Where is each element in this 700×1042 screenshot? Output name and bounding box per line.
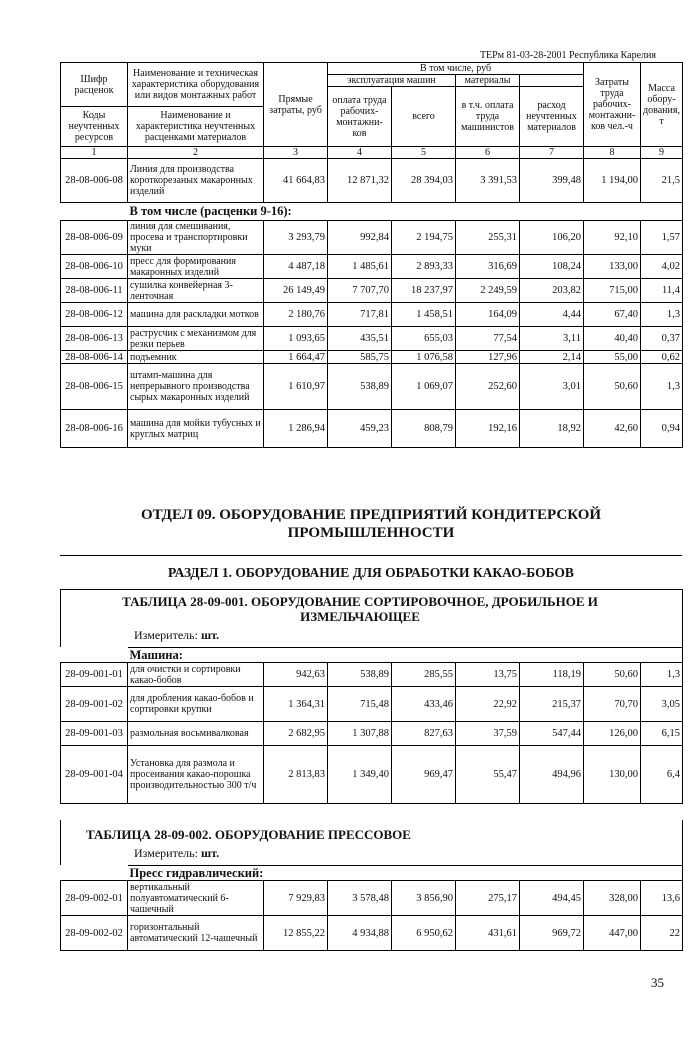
row-name: размольная восьмивалковая bbox=[128, 722, 264, 746]
cell-value: 130,00 bbox=[584, 746, 641, 804]
cell-value: 118,19 bbox=[520, 663, 584, 687]
cell-value: 4 487,18 bbox=[264, 255, 328, 279]
cell-value: 1 307,88 bbox=[328, 722, 392, 746]
cell-value: 2 893,33 bbox=[392, 255, 456, 279]
cell-value: 215,37 bbox=[520, 687, 584, 722]
col-header-mass: Масса обору-дования, т bbox=[641, 63, 683, 147]
col-header-shifr: Шифр расценок bbox=[61, 63, 128, 107]
table-row bbox=[61, 746, 683, 804]
cell-value: 992,84 bbox=[328, 221, 392, 255]
cell-value: 3 391,53 bbox=[456, 159, 520, 203]
row-code: 28-08-006-14 bbox=[61, 351, 128, 364]
row-name: горизонтальный автоматический 12-чашечный bbox=[128, 916, 264, 951]
table-row bbox=[61, 663, 683, 687]
cell-value: 7 929,83 bbox=[264, 881, 328, 916]
cell-value: 2 249,59 bbox=[456, 279, 520, 303]
cell-value: 12 855,22 bbox=[264, 916, 328, 951]
row-name: для очистки и сортировки какао-бобов bbox=[128, 663, 264, 687]
cell-value: 717,81 bbox=[328, 303, 392, 327]
cell-value: 126,00 bbox=[584, 722, 641, 746]
cell-value: 18 237,97 bbox=[392, 279, 456, 303]
cell-value: 585,75 bbox=[328, 351, 392, 364]
cell-value: 22,92 bbox=[456, 687, 520, 722]
cell-value: 255,31 bbox=[456, 221, 520, 255]
unit-of-measure bbox=[134, 846, 219, 861]
cell-value: 192,16 bbox=[456, 410, 520, 448]
cell-value: 41 664,83 bbox=[264, 159, 328, 203]
cell-value: 26 149,49 bbox=[264, 279, 328, 303]
row-name: штамп-машина для непрерывного производства сырых макаронных изделий bbox=[128, 364, 264, 410]
col-number: 9 bbox=[641, 147, 683, 159]
cell-value: 1 610,97 bbox=[264, 364, 328, 410]
cell-value: 1,57 bbox=[641, 221, 683, 255]
cell-value: 1,3 bbox=[641, 303, 683, 327]
group-label: Машина: bbox=[128, 648, 683, 663]
cell-value: 1 194,00 bbox=[584, 159, 641, 203]
estimate-table-28-08-006 bbox=[60, 62, 683, 448]
table-row bbox=[61, 159, 683, 203]
cell-value: 67,40 bbox=[584, 303, 641, 327]
cell-value: 399,48 bbox=[520, 159, 584, 203]
cell-value: 285,55 bbox=[392, 663, 456, 687]
cell-value: 808,79 bbox=[392, 410, 456, 448]
cell-value: 22 bbox=[641, 916, 683, 951]
row-name: раструсчик с механизмом для резки перьев bbox=[128, 327, 264, 351]
col-number: 5 bbox=[392, 147, 456, 159]
cell-value: 108,24 bbox=[520, 255, 584, 279]
col-number: 1 bbox=[61, 147, 128, 159]
table-row bbox=[61, 687, 683, 722]
table-row bbox=[61, 410, 683, 448]
row-name: Линия для производства короткорезаных макаронных изделий bbox=[128, 159, 264, 203]
cell-value: 252,60 bbox=[456, 364, 520, 410]
cell-value: 1 349,40 bbox=[328, 746, 392, 804]
cell-value: 42,60 bbox=[584, 410, 641, 448]
cell-value: 1,3 bbox=[641, 663, 683, 687]
table-row bbox=[61, 327, 683, 351]
row-code: 28-09-001-01 bbox=[61, 663, 128, 687]
estimate-table-28-09-001 bbox=[60, 647, 683, 804]
col-header-machinist-wages: в т.ч. оплата труда машинистов bbox=[456, 87, 520, 147]
table-title-28-09-001: ТАБЛИЦА 28-09-001. ОБОРУДОВАНИЕ СОРТИРОВОЧНОЕ, ДРОБИЛЬНОЕ И ИЗМЕЛЬЧАЮЩЕЕ bbox=[122, 594, 598, 624]
section-heading-otdel: ОТДЕЛ 09. ОБОРУДОВАНИЕ ПРЕДПРИЯТИЙ КОНДИТЕРСКОЙ ПРОМЫШЛЕННОСТИ bbox=[140, 507, 602, 541]
cell-value: 2,14 bbox=[520, 351, 584, 364]
cell-value: 3 856,90 bbox=[392, 881, 456, 916]
col-number: 3 bbox=[264, 147, 328, 159]
table-row bbox=[61, 279, 683, 303]
unit-of-measure bbox=[134, 628, 219, 643]
estimate-table-28-09-002 bbox=[60, 865, 683, 951]
cell-value: 447,00 bbox=[584, 916, 641, 951]
col-number: 2 bbox=[128, 147, 264, 159]
col-header-total: всего bbox=[392, 87, 456, 147]
col-number: 4 bbox=[328, 147, 392, 159]
row-code: 28-08-006-12 bbox=[61, 303, 128, 327]
cell-value: 164,09 bbox=[456, 303, 520, 327]
row-name: машина для мойки тубусных и круглых матриц bbox=[128, 410, 264, 448]
cell-value: 0,62 bbox=[641, 351, 683, 364]
unit-value: шт. bbox=[200, 846, 220, 860]
cell-value: 37,59 bbox=[456, 722, 520, 746]
table-title-28-09-002: ТАБЛИЦА 28-09-002. ОБОРУДОВАНИЕ ПРЕССОВОЕ bbox=[86, 827, 411, 842]
cell-value: 494,96 bbox=[520, 746, 584, 804]
col-header-material-name: Наименование и характеристика неучтенных расценками материалов bbox=[128, 107, 264, 147]
cell-value: 1 458,51 bbox=[392, 303, 456, 327]
divider bbox=[682, 589, 683, 647]
row-code: 28-08-006-08 bbox=[61, 159, 128, 203]
row-code: 28-09-002-02 bbox=[61, 916, 128, 951]
col-header-resource-codes: Коды неучтенных ресурсов bbox=[61, 107, 128, 147]
row-code: 28-08-006-15 bbox=[61, 364, 128, 410]
cell-value: 1 664,47 bbox=[264, 351, 328, 364]
row-name: машина для раскладки мотков bbox=[128, 303, 264, 327]
table-row bbox=[61, 303, 683, 327]
row-name: пресс для формирования макаронных изделий bbox=[128, 255, 264, 279]
col-header-wages: оплата труда рабочих-монтажни-ков bbox=[328, 87, 392, 147]
col-number: 7 bbox=[520, 147, 584, 159]
row-code: 28-08-006-16 bbox=[61, 410, 128, 448]
cell-value: 77,54 bbox=[456, 327, 520, 351]
divider bbox=[60, 820, 61, 865]
col-header-materials: материалы bbox=[456, 75, 520, 87]
col-header-name: Наименование и техническая характеристика оборудования или видов монтажных работ bbox=[128, 63, 264, 107]
cell-value: 2 180,76 bbox=[264, 303, 328, 327]
row-name: Установка для размола и просеивания какао-порошка производительностью 300 т/ч bbox=[128, 746, 264, 804]
cell-value: 1 286,94 bbox=[264, 410, 328, 448]
group-label: Пресс гидравлический: bbox=[128, 866, 683, 881]
col-number: 8 bbox=[584, 147, 641, 159]
row-name: линия для смешивания, просева и транспортировки муки bbox=[128, 221, 264, 255]
cell-value: 316,69 bbox=[456, 255, 520, 279]
cell-value: 2 194,75 bbox=[392, 221, 456, 255]
divider bbox=[682, 820, 683, 865]
cell-value: 203,82 bbox=[520, 279, 584, 303]
cell-value: 459,23 bbox=[328, 410, 392, 448]
table-row bbox=[61, 221, 683, 255]
unit-label: Измеритель: bbox=[134, 846, 198, 860]
row-code: 28-09-001-02 bbox=[61, 687, 128, 722]
cell-value: 2 682,95 bbox=[264, 722, 328, 746]
cell-value: 21,5 bbox=[641, 159, 683, 203]
table-row bbox=[61, 881, 683, 916]
cell-value: 7 707,70 bbox=[328, 279, 392, 303]
cell-value: 13,6 bbox=[641, 881, 683, 916]
cell-value: 6 950,62 bbox=[392, 916, 456, 951]
cell-value: 0,37 bbox=[641, 327, 683, 351]
row-name: вертикальный полуавтоматический 6-чашечный bbox=[128, 881, 264, 916]
cell-value: 4,02 bbox=[641, 255, 683, 279]
table-row bbox=[61, 364, 683, 410]
cell-value: 6,15 bbox=[641, 722, 683, 746]
cell-value: 969,47 bbox=[392, 746, 456, 804]
cell-value: 6,4 bbox=[641, 746, 683, 804]
divider bbox=[60, 589, 682, 590]
divider bbox=[60, 589, 61, 647]
cell-value: 106,20 bbox=[520, 221, 584, 255]
cell-value: 40,40 bbox=[584, 327, 641, 351]
cell-value: 3,05 bbox=[641, 687, 683, 722]
cell-value: 538,89 bbox=[328, 364, 392, 410]
cell-value: 435,51 bbox=[328, 327, 392, 351]
cell-value: 133,00 bbox=[584, 255, 641, 279]
cell-value: 1 076,58 bbox=[392, 351, 456, 364]
cell-value: 28 394,03 bbox=[392, 159, 456, 203]
row-code: 28-08-006-10 bbox=[61, 255, 128, 279]
row-code: 28-08-006-11 bbox=[61, 279, 128, 303]
cell-value: 92,10 bbox=[584, 221, 641, 255]
cell-value: 1,3 bbox=[641, 364, 683, 410]
cell-value: 275,17 bbox=[456, 881, 520, 916]
cell-value: 70,70 bbox=[584, 687, 641, 722]
cell-value: 4,44 bbox=[520, 303, 584, 327]
cell-value: 4 934,88 bbox=[328, 916, 392, 951]
divider bbox=[60, 555, 682, 556]
cell-value: 433,46 bbox=[392, 687, 456, 722]
table-row bbox=[61, 916, 683, 951]
cell-value: 3 578,48 bbox=[328, 881, 392, 916]
cell-value: 1 485,61 bbox=[328, 255, 392, 279]
cell-value: 3,11 bbox=[520, 327, 584, 351]
cell-value: 328,00 bbox=[584, 881, 641, 916]
cell-value: 1 093,65 bbox=[264, 327, 328, 351]
cell-value: 13,75 bbox=[456, 663, 520, 687]
cell-value: 12 871,32 bbox=[328, 159, 392, 203]
document-reference: ТЕРм 81-03-28-2001 Республика Карелия bbox=[479, 50, 656, 61]
cell-value: 942,63 bbox=[264, 663, 328, 687]
row-code: 28-09-001-03 bbox=[61, 722, 128, 746]
col-header-direct-costs: Прямые затраты, руб bbox=[264, 63, 328, 147]
cell-value: 3,01 bbox=[520, 364, 584, 410]
cell-value: 494,45 bbox=[520, 881, 584, 916]
cell-value: 547,44 bbox=[520, 722, 584, 746]
cell-value: 827,63 bbox=[392, 722, 456, 746]
group-label: В том числе (расценки 9-16): bbox=[128, 203, 683, 221]
cell-value: 1 364,31 bbox=[264, 687, 328, 722]
cell-value: 127,96 bbox=[456, 351, 520, 364]
row-name: подъемник bbox=[128, 351, 264, 364]
cell-value: 431,61 bbox=[456, 916, 520, 951]
row-name: для дробления какао-бобов и сортировки крупки bbox=[128, 687, 264, 722]
cell-value: 538,89 bbox=[328, 663, 392, 687]
col-header-machines: эксплуатация машин bbox=[328, 75, 456, 87]
unit-value: шт. bbox=[200, 628, 220, 642]
table-row bbox=[61, 351, 683, 364]
cell-value: 18,92 bbox=[520, 410, 584, 448]
section-heading-razdel: РАЗДЕЛ 1. ОБОРУДОВАНИЕ ДЛЯ ОБРАБОТКИ КАКАО-БОБОВ bbox=[168, 565, 574, 580]
cell-value: 969,72 bbox=[520, 916, 584, 951]
cell-value: 715,00 bbox=[584, 279, 641, 303]
col-header-labor: Затраты труда рабочих-монтажни-ков чел.-ч bbox=[584, 63, 641, 147]
cell-value: 55,00 bbox=[584, 351, 641, 364]
cell-value: 655,03 bbox=[392, 327, 456, 351]
page-number: 35 bbox=[651, 975, 664, 990]
cell-value: 0,94 bbox=[641, 410, 683, 448]
cell-value: 55,47 bbox=[456, 746, 520, 804]
row-code: 28-08-006-13 bbox=[61, 327, 128, 351]
col-number: 6 bbox=[456, 147, 520, 159]
row-name: сушилка конвейерная 3-ленточная bbox=[128, 279, 264, 303]
row-code: 28-09-002-01 bbox=[61, 881, 128, 916]
cell-value: 11,4 bbox=[641, 279, 683, 303]
cell-value: 1 069,07 bbox=[392, 364, 456, 410]
cell-value: 715,48 bbox=[328, 687, 392, 722]
unit-label: Измеритель: bbox=[134, 628, 198, 642]
table-row bbox=[61, 255, 683, 279]
row-code: 28-09-001-04 bbox=[61, 746, 128, 804]
cell-value: 50,60 bbox=[584, 663, 641, 687]
cell-value: 50,60 bbox=[584, 364, 641, 410]
cell-value: 2 813,83 bbox=[264, 746, 328, 804]
cell-value: 3 293,79 bbox=[264, 221, 328, 255]
table-row bbox=[61, 722, 683, 746]
col-header-including: В том числе, руб bbox=[328, 63, 584, 75]
col-header-unaccounted-materials: расход неучтенных материалов bbox=[520, 87, 584, 147]
row-code: 28-08-006-09 bbox=[61, 221, 128, 255]
